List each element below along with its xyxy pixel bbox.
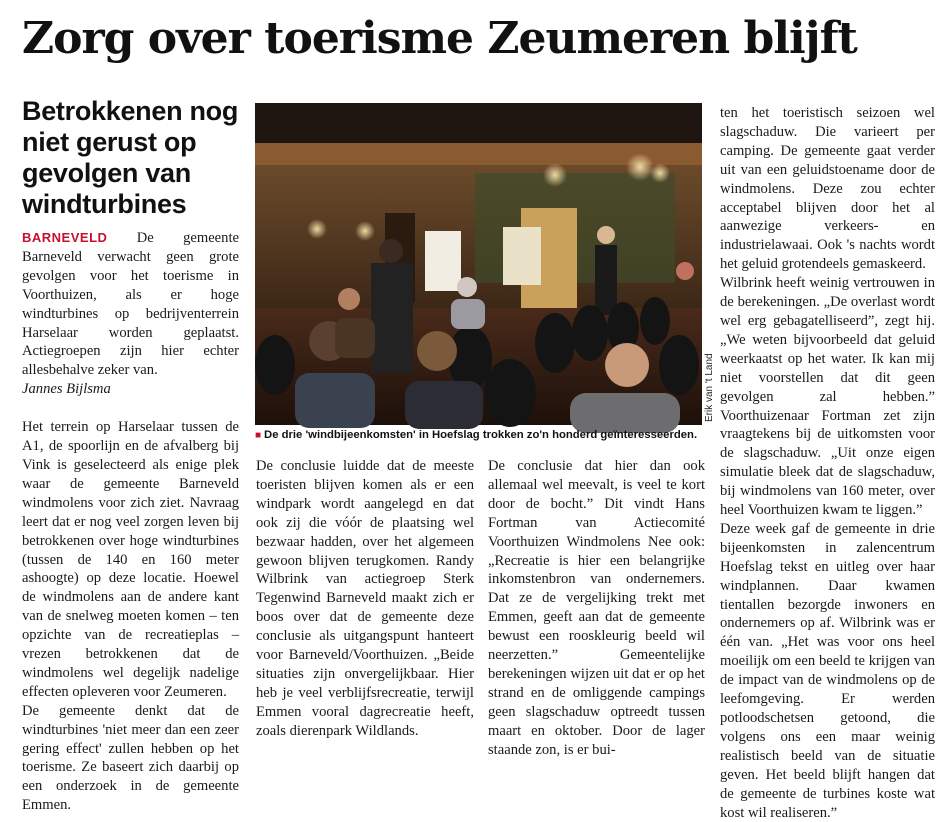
photo-caption bbox=[255, 428, 715, 443]
body-paragraph: Wilbrink heeft weinig vertrouwen in de berekeningen. „De overlast wordt wel erg gebagatelliseerd”, zegt hij. „We weten bijvoorbeeld dat geluid weerkaatst op het water. Ik kan mij niet voorstellen dat dit geen gevolgen zal hebben.” Voorthuizenaar Fortman zet zijn vraagtekens bij de uitkomsten voor de slagschaduw. „Uit onze eigen simulatie bleek dat de slagschaduw, bij windmolens van 160 meter, over heel Voorthuizen kwam te liggen.” bbox=[720, 275, 935, 519]
event-photo bbox=[255, 103, 702, 425]
headline: Zorg over toerisme Zeumeren blijft bbox=[22, 13, 857, 64]
caption-marker-icon: ■ bbox=[255, 430, 262, 441]
body-paragraph: De conclusie luidde dat de meeste toeristen blijven komen als er een windpark wordt aangelegd en dat ook zij die vóór de plaatsing wel bezwaar hadden, over het algemeen gewoon blijven terugkomen. Randy Wilbrink van actiegroep Sterk Tegenwind Barneveld maakt zich er boos over dat de gemeente deze conclusie als uitgangspunt hanteert voor Barneveld/Voorthuizen. „Beide situaties zijn onvergelijkbaar. Hier heb je veel verblijfsrecreatie, terwijl Emmen vooral dagrecreatie heeft, zoals dierenpark Wildlands. bbox=[256, 458, 474, 739]
article-column-4 bbox=[720, 104, 935, 821]
dateline: BARNEVELD bbox=[22, 230, 108, 245]
byline: Jannes Bijlsma bbox=[22, 381, 111, 398]
body-paragraph: Het terrein op Harselaar tussen de A1, de spoorlijn en de afvalberg bij Vink is geselecteerd als enige plek waar de gemeente Barneveld windmolens voor zich ziet. Navraag leert dat er nog veel zorgen leven bij betrokkenen over hoge windturbines (tussen de 140 en 160 meter ashoogte) op deze locatie. Hoewel de windmolens aan de andere kant van de snelweg moeten komen – ten opzichte van de recreatieplas – vrezen betrokkenen dat de windmolens wel degelijk nadelige effecten opleveren voor Zeumeren. bbox=[22, 419, 239, 700]
subheadline: Betrokkenen nog niet gerust op gevolgen van windturbines bbox=[22, 96, 239, 219]
article-column-3 bbox=[488, 457, 705, 758]
caption-text: De drie 'windbijeenkomsten' in Hoefslag trokken zo'n honderd geïnteresseerden. bbox=[264, 429, 698, 441]
body-paragraph: ten het toeristisch seizoen wel slagschaduw. Die varieert per camping. De gemeente gaat verder uit van een geluidstoename door de windmolens. Deze zou echter acceptabel blijven door het al aanwezige verkeers- en industrielawaai. Ook 's nachts wordt het geluid grotendeels gemaskeerd. bbox=[720, 105, 935, 273]
body-paragraph: Deze week gaf de gemeente in drie bijeenkomsten in zalencentrum Hoefslag tekst en uitleg over haar windplannen. Daar kwamen tientallen bezorgde inwoners en ondernemers op af. Wilbrink was er één van. „Het was voor ons heel moeilijk om een beeld te krijgen van de impact van de windmolens op de leefomgeving. Er werden potloodschetsen getoond, die volgens ons een maar weinig realistisch beeld van de situatie geven. Het beeld blijft hangen dat de gemeente de turbines koste wat kost wil realiseren.” bbox=[720, 520, 935, 821]
body-paragraph: De gemeente denkt dat de windturbines 'niet meer dan een zeer gering effect' zullen hebben op het toerisme. Ze baseert zich daarbij op een onderzoek in de gemeente Emmen. bbox=[22, 702, 239, 814]
body-paragraph: De conclusie dat hier dan ook allemaal wel meevalt, is veel te kort door de bocht.” Dit vindt Hans Fortman van Actiecomité Voorthuizen Windmolens Nee ook: „Recreatie is hier een belangrijke inkomstenbron van ondernemers. Dat ze de vergelijking trekt met Emmen, geeft aan dat de gemeente bewust een rooskleurig beeld wil neerzetten.” Gemeentelijke berekeningen wijzen uit dat er op het strand en de omliggende campings geen slagschaduw optreedt tussen maart en oktober. Door de lager staande zon, is er bui- bbox=[488, 458, 705, 758]
photo-credit: Erik van 't Land bbox=[704, 353, 715, 422]
article-column-2 bbox=[256, 457, 474, 739]
lead-paragraph bbox=[22, 229, 239, 380]
article-column-1 bbox=[22, 229, 239, 814]
photo-illustration bbox=[255, 103, 702, 425]
lead-text: De gemeente Barneveld verwacht geen grote gevolgen voor het toerisme in Voorthuizen, als er hoge windturbines op bedrijventerrein Harselaar worden geplaatst. Actiegroepen zijn hier echter allesbehalve zeker van. bbox=[22, 230, 239, 379]
